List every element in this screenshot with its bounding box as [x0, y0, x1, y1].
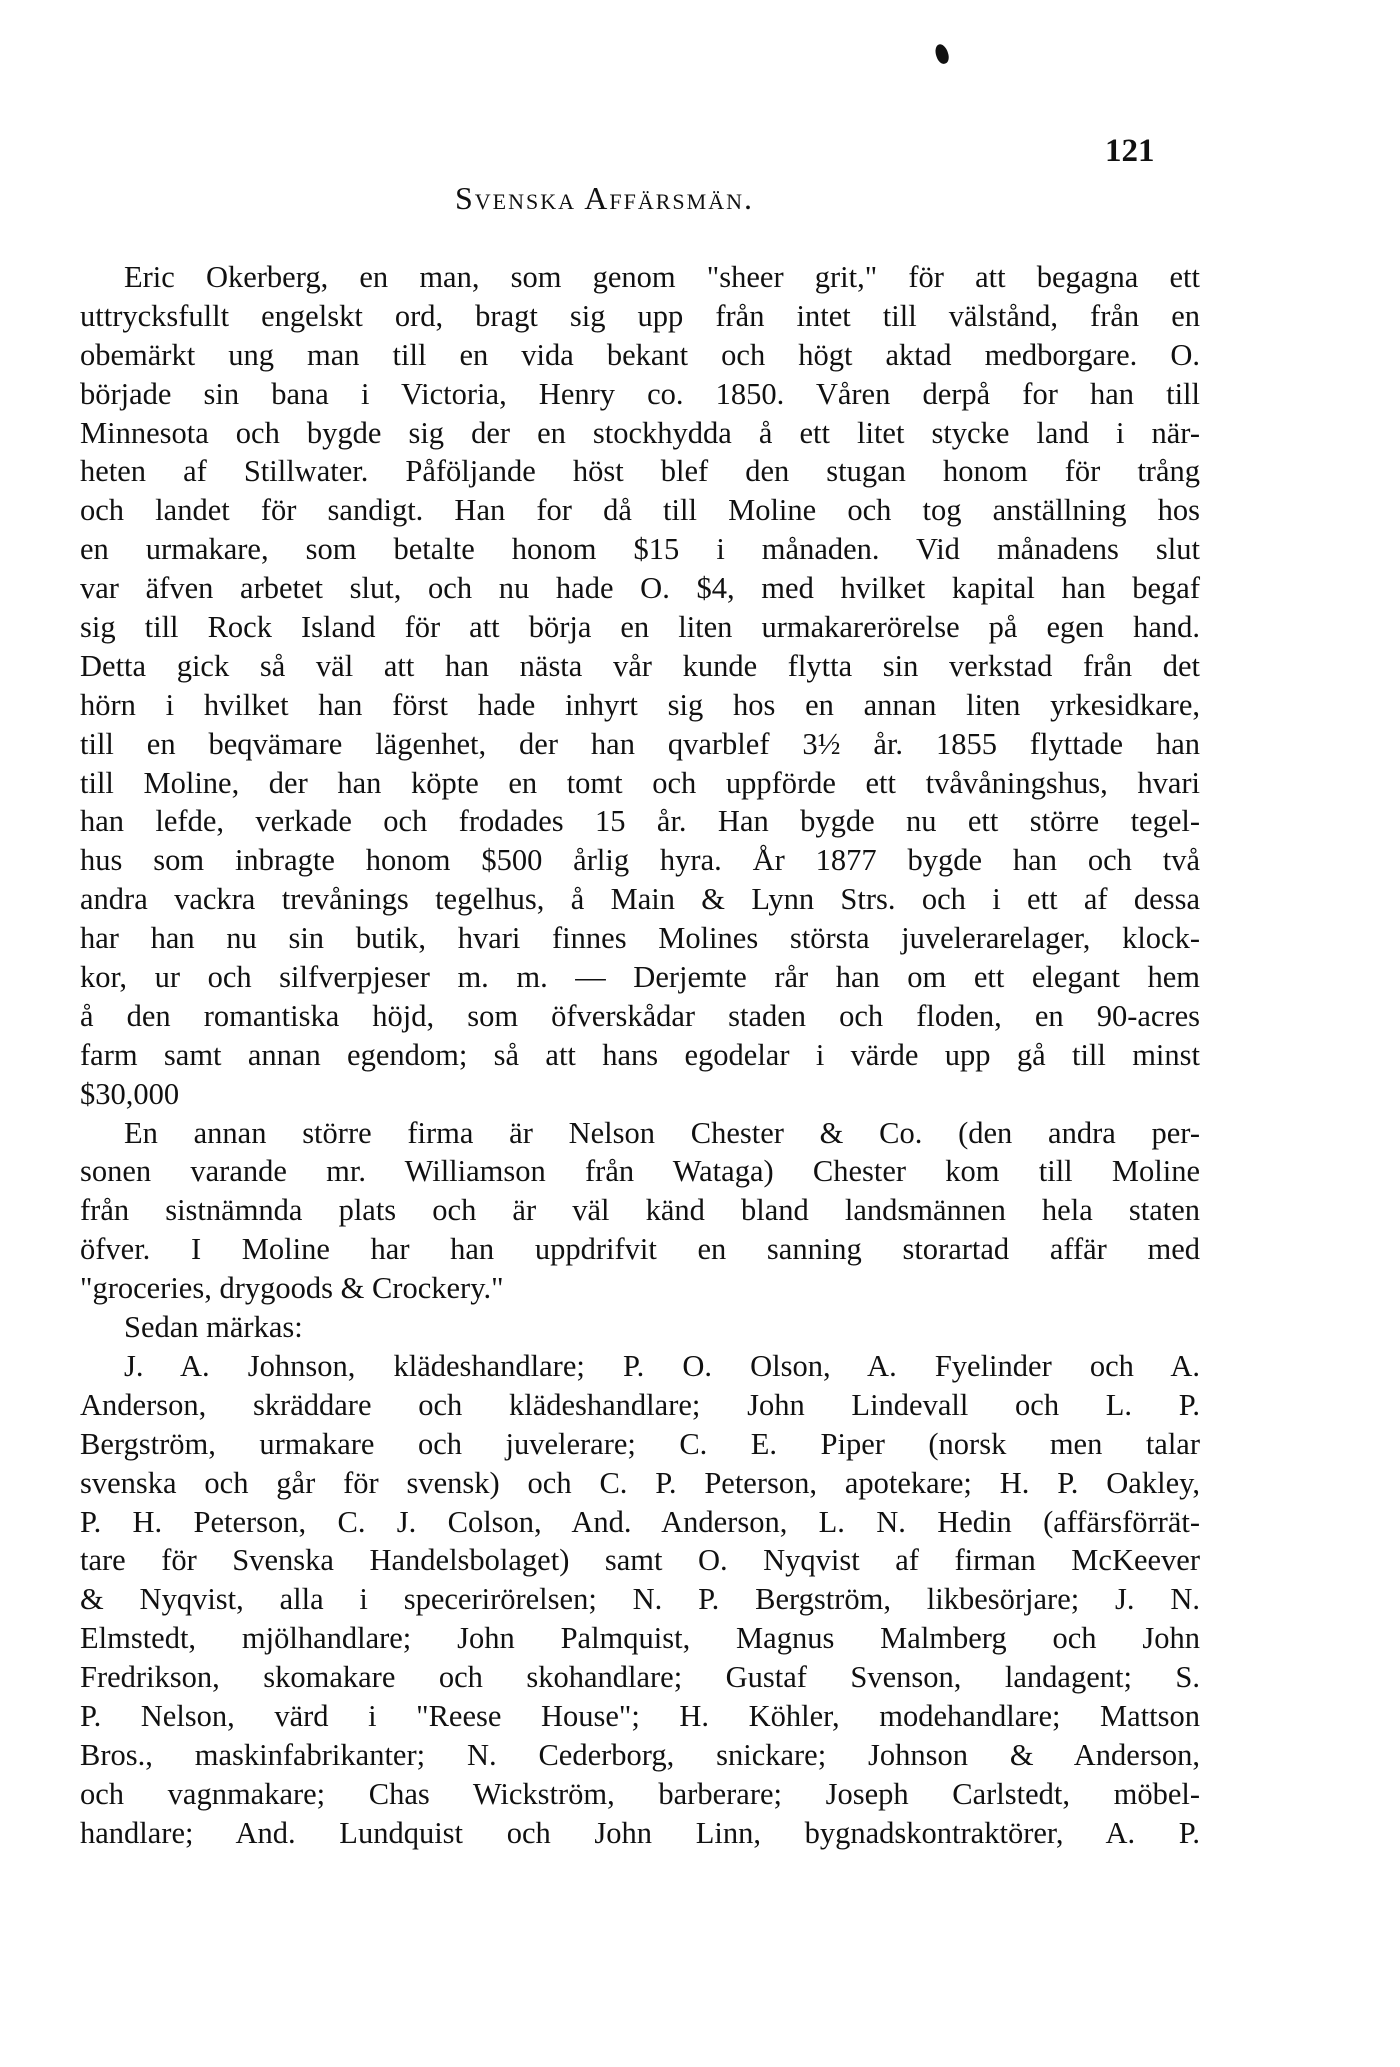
- text-line: "groceries, drygoods & Crockery.": [80, 1271, 504, 1306]
- text-line: kor, ur och silfverpjeser m. m. — Derjemte rår han om ett elegant hem: [80, 960, 1200, 995]
- text-line: svenska och går för svensk) och C. P. Peterson, apotekare; H. P. Oakley,: [80, 1465, 1200, 1500]
- text-line: och landet för sandigt. Han for då till Moline och tog anställning hos: [80, 493, 1200, 528]
- text-line: Bergström, urmakare och juvelerare; C. E. Piper (norsk men talar: [80, 1426, 1200, 1461]
- text-line: andra vackra trevånings tegelhus, å Main & Lynn Strs. och i ett af dessa: [80, 882, 1200, 917]
- text-line: och vagnmakare; Chas Wickström, barberare; Joseph Carlstedt, möbel-: [80, 1776, 1200, 1811]
- text-line: en urmakare, som betalte honom $15 i månaden. Vid månadens slut: [80, 532, 1200, 567]
- text-line: Sedan märkas:: [124, 1310, 303, 1345]
- text-line: sonen varande mr. Williamson från Wataga) Chester kom till Moline: [80, 1154, 1200, 1189]
- text-line: har han nu sin butik, hvari finnes Molines största juvelerarelager, klock-: [80, 921, 1200, 956]
- text-line: handlare; And. Lundquist och John Linn, bygnadskontraktörer, A. P.: [80, 1815, 1200, 1850]
- text-line: Eric Okerberg, en man, som genom "sheer grit," för att begagna ett: [124, 260, 1200, 294]
- text-line: P. H. Peterson, C. J. Colson, And. Anderson, L. N. Hedin (affärsförrät-: [80, 1504, 1200, 1539]
- text-line: hus som inbragte honom $500 årlig hyra. År 1877 bygde han och två: [80, 843, 1200, 878]
- text-line: sig till Rock Island för att börja en liten urmakarerörelse på egen hand.: [80, 610, 1200, 645]
- text-line: å den romantiska höjd, som öfverskådar staden och floden, en 90-acres: [80, 998, 1200, 1033]
- text-line: farm samt annan egendom; så att hans egodelar i värde upp gå till minst: [80, 1037, 1200, 1072]
- text-line: tare för Svenska Handelsbolaget) samt O. Nyqvist af firman McKeever: [80, 1543, 1200, 1578]
- text-line: började sin bana i Victoria, Henry co. 1850. Våren derpå for han till: [80, 376, 1200, 411]
- text-line: från sistnämnda plats och är väl känd bland landsmännen hela staten: [80, 1193, 1200, 1228]
- text-line: var äfven arbetet slut, och nu hade O. $4, med hvilket kapital han begaf: [80, 571, 1200, 606]
- page-number: 121: [1105, 133, 1155, 169]
- text-line: P. Nelson, värd i "Reese House"; H. Köhler, modehandlare; Mattson: [80, 1698, 1200, 1733]
- text-line: & Nyqvist, alla i specerirörelsen; N. P. Bergström, likbesörjare; J. N.: [80, 1582, 1200, 1617]
- text-line: Elmstedt, mjölhandlare; John Palmquist, Magnus Malmberg och John: [80, 1621, 1200, 1656]
- text-line: uttrycksfullt engelskt ord, bragt sig upp från intet till välstånd, från en: [80, 298, 1200, 333]
- body-text: [80, 258, 1200, 1853]
- text-line: J. A. Johnson, klädeshandlare; P. O. Olson, A. Fyelinder och A.: [124, 1348, 1200, 1383]
- text-line: Detta gick så väl att han nästa vår kunde flytta sin verkstad från det: [80, 648, 1200, 683]
- text-line: Minnesota och bygde sig der en stockhydda å ett litet stycke land i när-: [80, 415, 1200, 450]
- text-line: heten af Stillwater. Påföljande höst blef den stugan honom för trång: [80, 454, 1200, 489]
- text-line: till en beqvämare lägenhet, der han qvarblef 3½ år. 1855 flyttade han: [80, 726, 1200, 761]
- text-line: öfver. I Moline har han uppdrifvit en sanning storartad affär med: [80, 1232, 1200, 1267]
- text-line: $30,000: [80, 1076, 180, 1111]
- text-line: hörn i hvilket han först hade inhyrt sig hos en annan liten yrkesidkare,: [80, 687, 1200, 722]
- running-title: Svenska Affärsmän.: [455, 180, 754, 216]
- text-line: obemärkt ung man till en vida bekant och högt aktad medborgare. O.: [80, 337, 1200, 372]
- text-line: han lefde, verkade och frodades 15 år. Han bygde nu ett större tegel-: [80, 804, 1200, 839]
- text-line: Fredrikson, skomakare och skohandlare; Gustaf Svenson, landagent; S.: [80, 1660, 1200, 1695]
- text-line: Bros., maskinfabrikanter; N. Cederborg, snickare; Johnson & Anderson,: [80, 1737, 1200, 1772]
- text-line: till Moline, der han köpte en tomt och uppförde ett tvåvåningshus, hvari: [80, 765, 1200, 800]
- text-line: Anderson, skräddare och klädeshandlare; John Lindevall och L. P.: [80, 1387, 1200, 1422]
- text-line: En annan större firma är Nelson Chester & Co. (den andra per-: [124, 1115, 1200, 1150]
- ink-blot-mark: [933, 43, 951, 66]
